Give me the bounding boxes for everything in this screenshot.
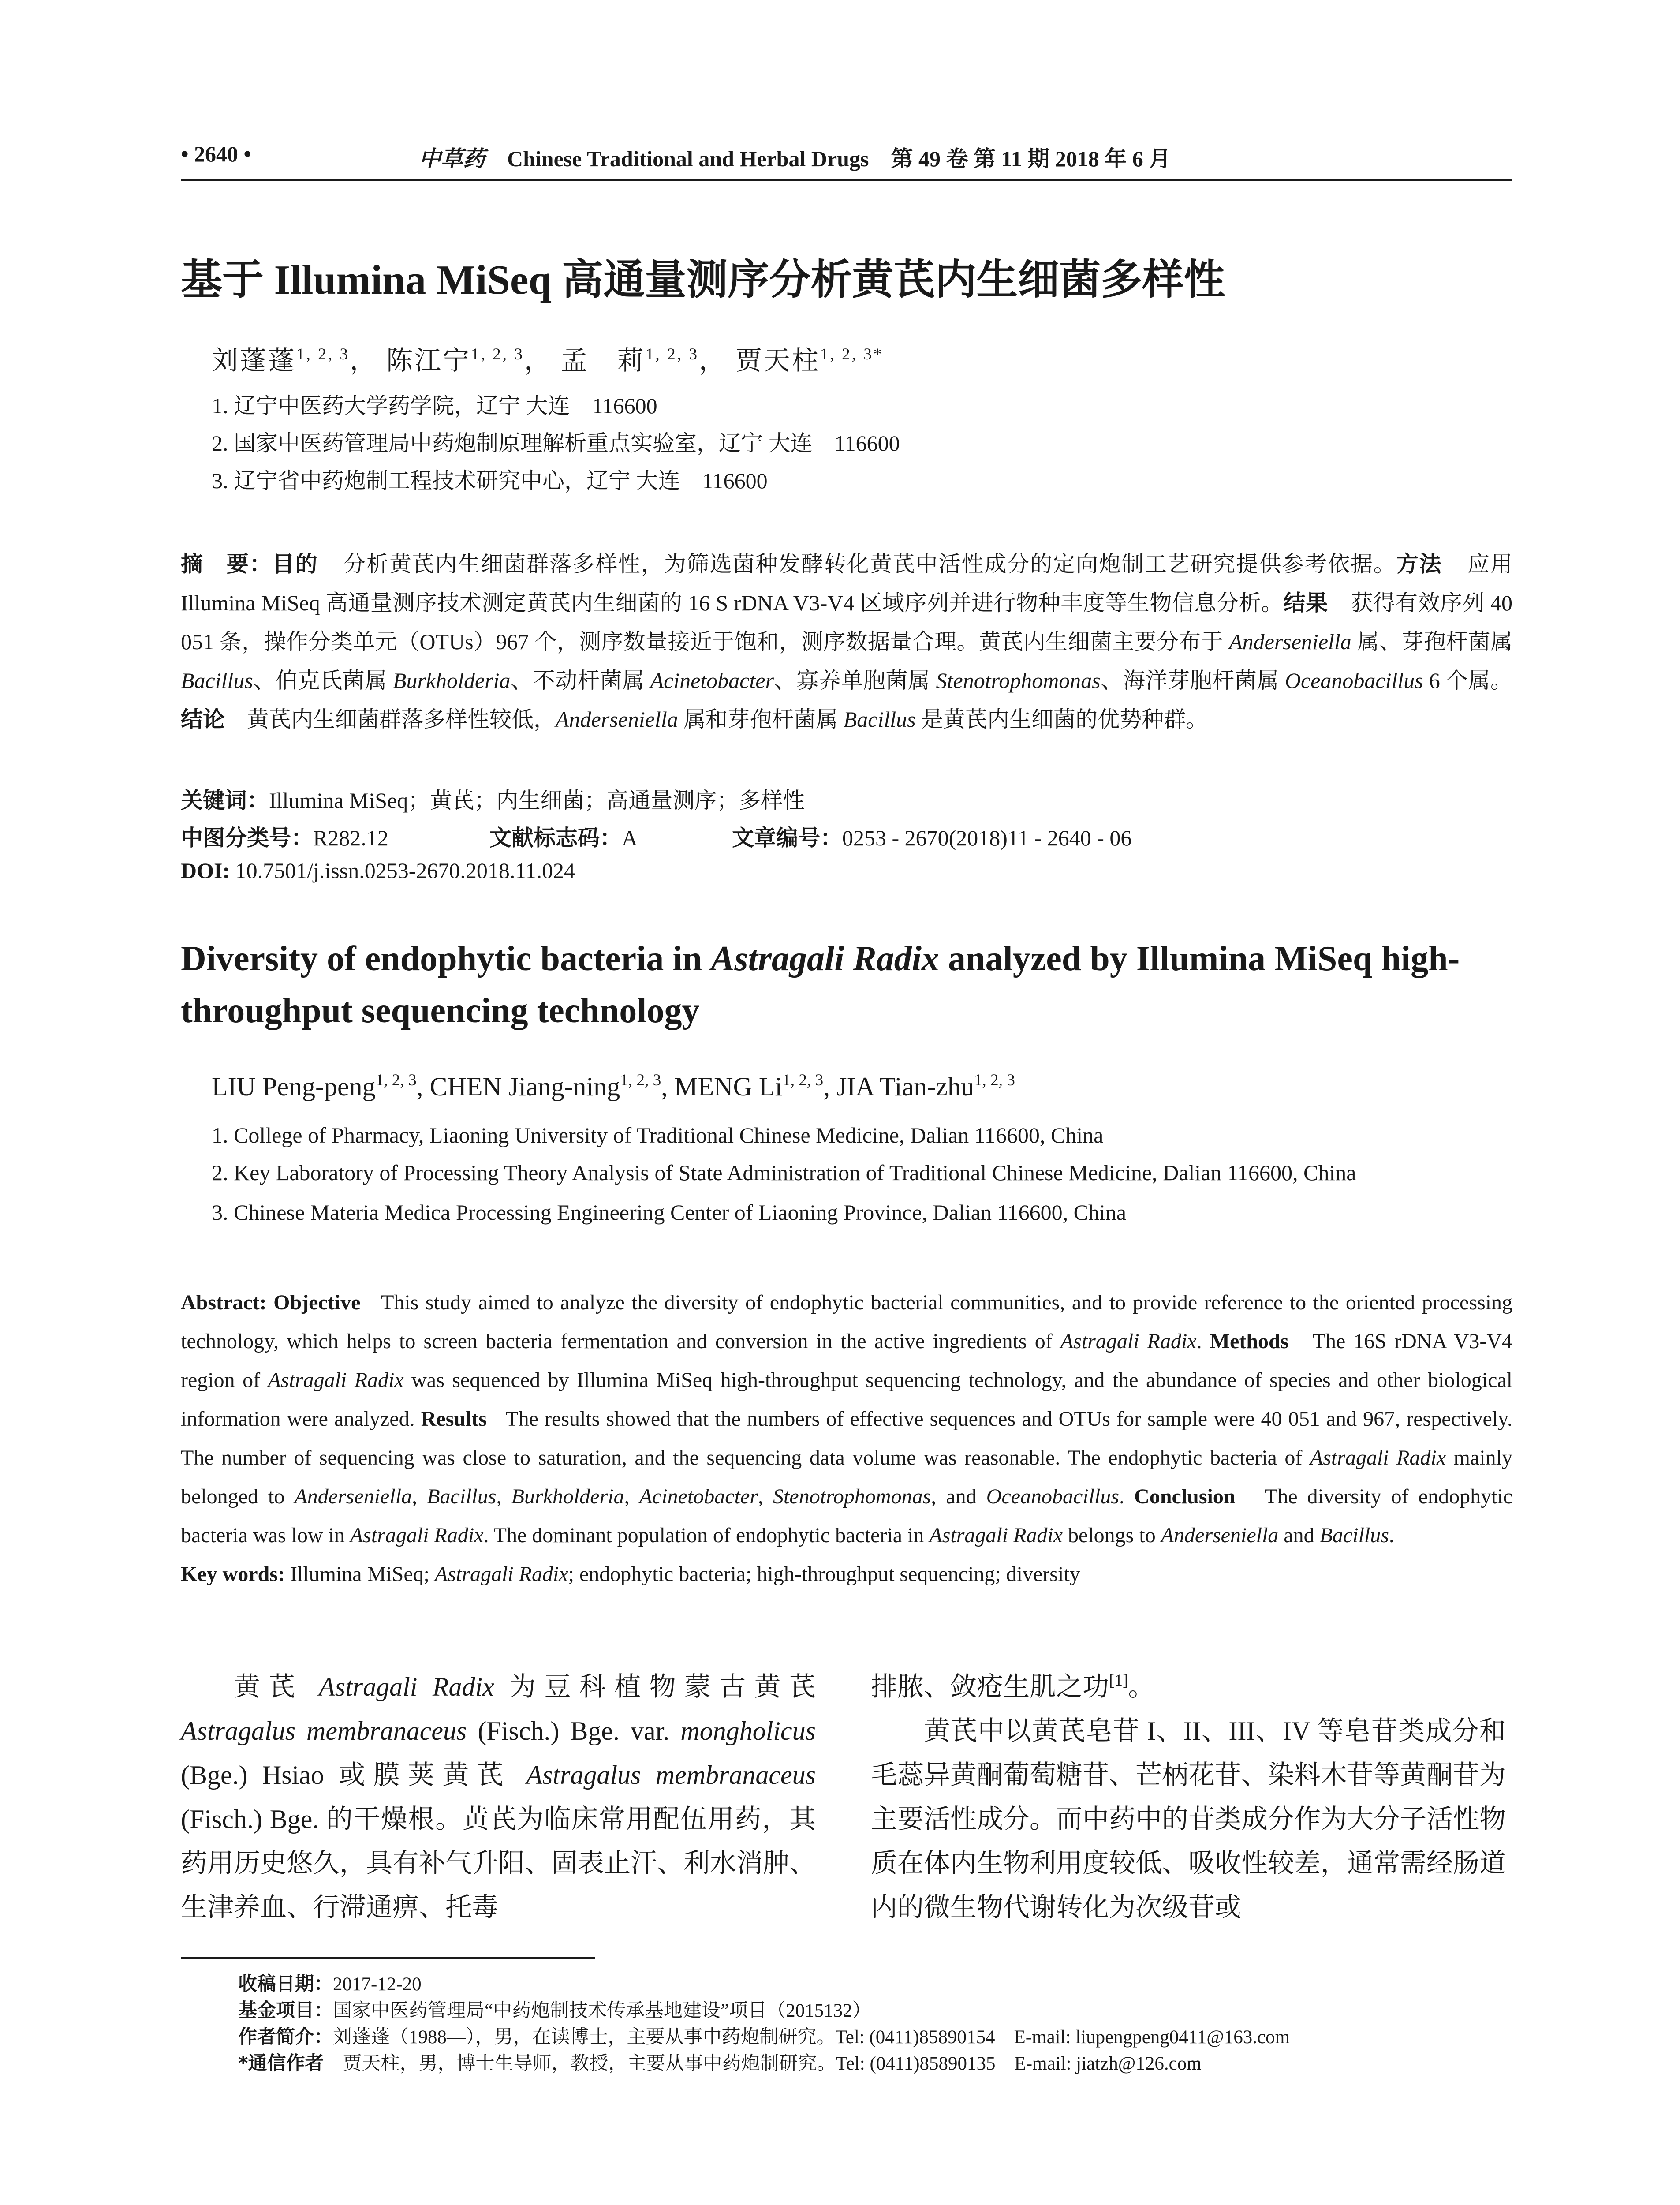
reference-marker[interactable]: [1] <box>1109 1671 1128 1689</box>
body-text: 为豆科植物蒙古黄芪 <box>494 1672 816 1701</box>
species-name: Astragali Radix <box>1060 1330 1197 1353</box>
author-sup: 1, 2, 3 <box>296 345 350 363</box>
footnote-text: 2017-12-20 <box>333 1974 422 1995</box>
journal-name-cn: 中草药 <box>419 146 485 172</box>
affiliation-cn: 3. 辽宁省中药炮制工程技术研究中心，辽宁 大连 116600 <box>212 468 768 493</box>
author-en: JIA Tian-zhu <box>836 1072 974 1101</box>
keywords-italic: Astragali Radix <box>434 1562 568 1586</box>
doc-label: 文献标志码： <box>489 825 622 851</box>
doi-value: 10.7501/j.issn.0253-2670.2018.11.024 <box>235 858 575 883</box>
objective-text: This study aimed to analyze the diversity of endophytic bacterial communities, and to provide reference to the oriented processing technology, which helps to screen bacteria fermentation and conversion in the active ingredients of <box>181 1291 1513 1353</box>
conclusion-label: Conclusion <box>1134 1485 1236 1508</box>
clc-label: 中图分类号： <box>181 825 313 851</box>
article-number <box>732 820 1131 852</box>
species-name: mongholicus <box>680 1716 816 1745</box>
conclusion-text: 是黄芪内生细菌的优势种群。 <box>915 707 1208 732</box>
body-column-left <box>181 1665 816 1929</box>
genus-name: Stenotrophomonas <box>773 1485 931 1508</box>
classification-line <box>181 820 388 852</box>
methods-label: 方法 <box>1396 551 1442 577</box>
genus-name: Acinetobacter <box>650 668 774 693</box>
keywords-text: Illumina MiSeq；黄芪；内生细菌；高通量测序；多样性 <box>269 788 805 813</box>
species-name: Astragalus membranaceus <box>181 1716 467 1745</box>
author-cn: 贾天柱 <box>735 346 820 375</box>
results-text: 获得有效序列 40 051 条，操作分类单元（OTUs）967 个，测序数量接近于饱和，测序数据量合理。黄芪内生细菌主要分布于 <box>181 590 1513 654</box>
art-label: 文章编号： <box>732 825 842 851</box>
species-name: Astragali Radix <box>268 1368 404 1392</box>
title-italic: Astragali Radix <box>711 939 939 978</box>
body-text: (Fisch.) Bge. 的干燥根。黄芪为临床常用配伍用药，其药用历史悠久，具有补气升阳、固表止汗、利水消肿、生津养血、行滞通痹、托毒 <box>181 1805 816 1922</box>
objective-label: 目的 <box>272 551 318 577</box>
conclusion-text: 属和芽孢杆菌属 <box>678 707 844 732</box>
author-cn: 陈江宁 <box>386 346 471 375</box>
genus-name: Burkholderia <box>511 1485 624 1508</box>
footnote-label: *通信作者 <box>238 2052 324 2074</box>
methods-text: was sequenced by Illumina MiSeq high-throughput sequencing technology, and the abundance of species and other biological information were analyzed. <box>181 1368 1513 1431</box>
body-paragraph <box>871 1709 1506 1929</box>
affiliation-en: 1. College of Pharmacy, Liaoning University of Traditional Chinese Medicine, Dalian 116600, China <box>212 1123 1104 1147</box>
genus-name: Bacillus <box>1319 1524 1389 1547</box>
body-text: 黄芪中以黄芪皂苷 I、II、III、IV 等皂苷类成分和毛蕊异黄酮葡萄糖苷、芒柄花苷、染料木苷等黄酮苷为主要活性成分。而中药中的苷类成分作为大分子活性物质在体内生物利用度较低、吸收性较差，通常需经肠道内的微生物代谢转化为次级苷或 <box>871 1716 1506 1922</box>
genus-name: Oceanobacillus <box>986 1485 1120 1508</box>
species-name: Astragali Radix <box>1310 1446 1446 1469</box>
affiliation-cn: 1. 辽宁中医药大学药学院，辽宁 大连 116600 <box>212 393 657 418</box>
genus-name: Burkholderia <box>392 668 511 693</box>
body-text: (Fisch.) Bge. var. <box>467 1716 681 1745</box>
author-sup: 1, 2, 3 <box>974 1071 1015 1089</box>
genus-name: Anderseniella <box>1161 1524 1279 1547</box>
affiliation-en: 3. Chinese Materia Medica Processing Engineering Center of Liaoning Province, Dalian 116600, China <box>212 1200 1127 1225</box>
author-cn: 孟 莉 <box>560 346 646 375</box>
keywords-en <box>181 1555 1512 1594</box>
genus-name: Oceanobacillus <box>1284 668 1423 693</box>
title-text: analyzed by Illumina MiSeq high-throughput sequencing technology <box>181 939 1460 1030</box>
footnote-text: 贾天柱，男，博士生导师，教授，主要从事中药炮制研究。Tel: (0411)85890135 E-mail: jiatzh@126.com <box>324 2053 1202 2074</box>
clc-value: R282.12 <box>313 826 388 850</box>
chinese-authors: 刘蓬蓬$^{1, 2, 3}$， 陈江宁$^{1, 2, 3}$， 孟 莉$^{1, 2, 3}$， 贾天柱$^{1, 2, 3*}$ <box>212 345 884 375</box>
title-text: Diversity of endophytic bacteria in <box>181 939 711 978</box>
methods-text: The 16S rDNA V3-V4 region of <box>181 1330 1513 1392</box>
author-sup: 1, 2, 3 <box>470 345 524 363</box>
results-text: 、寡养单胞菌属 <box>774 668 936 693</box>
abstract-label: 摘 要： <box>181 551 273 577</box>
conclusion-text: belongs to <box>1063 1524 1161 1547</box>
affiliation-en: 2. Key Laboratory of Processing Theory Analysis of State Administration of Traditional Chinese Medicine, Dalian 116600, China <box>212 1160 1356 1185</box>
journal-header <box>419 141 1171 173</box>
chinese-title: 基于 Illumina MiSeq 高通量测序分析黄芪内生细菌多样性 <box>181 257 1225 303</box>
footnote-label: 作者简介： <box>238 2026 333 2048</box>
results-label: Results <box>421 1407 487 1431</box>
author-sup: 1, 2, 3 <box>782 1071 824 1089</box>
doi-line <box>181 858 575 883</box>
genus-name: Acinetobacter <box>639 1485 758 1508</box>
page-number: • 2640 • <box>181 142 252 166</box>
conclusion-text: The dominant population of endophytic bacteria in <box>489 1524 930 1547</box>
affiliation-cn: 2. 国家中医药管理局中药炮制原理解析重点实验室，辽宁 大连 116600 <box>212 431 900 456</box>
english-abstract: Abstract: Objective This study aimed to analyze the diversity of endophytic bacterial communities, and to provide reference to the oriented processing technology, which helps to screen bacteria fermentation and conversion in the active ingredients of Astragali Radix. Methods The 16S rDNA V3-V4 region of Astragali Radix was sequenced by Illumina MiSeq high-throughput sequencing technology, and the abundance of species and other biological information were analyzed. Results The results showed that the numbers of effective sequences and OTUs for sample were 40 051 and 967, respectively. The number of sequencing was close to saturation, and the sequencing data volume was reasonable. The endophytic bacteria of Astragali Radix mainly belonged to Anderseniella, Bacillus, Burkholderia, Acinetobacter, Stenotrophomonas, and Oceanobacillus. Conclusion The diversity of endophytic bacteria was low in Astragali Radix. The dominant population of endophytic bacteria in Astragali Radix belongs to Anderseniella and Bacillus. Key words: Illumina MiSeq; Astragali Radix; endophytic bacteria; high-throughput sequencing; diversity <box>181 1283 1512 1594</box>
keywords-cn <box>181 783 805 815</box>
genus-name: Anderseniella <box>556 707 678 732</box>
english-title <box>181 933 1512 1037</box>
results-text: 、海洋芽胞杆菌属 <box>1100 668 1285 693</box>
species-name: Astragali Radix <box>319 1672 494 1701</box>
genus-name: Bacillus <box>181 668 253 693</box>
results-text: mainly belonged to <box>181 1446 1512 1508</box>
species-name: Astragali Radix <box>929 1524 1063 1547</box>
conclusion-label: 结论 <box>181 706 225 732</box>
art-value: 0253 - 2670(2018)11 - 2640 - 06 <box>842 826 1132 850</box>
document-code <box>489 820 638 852</box>
results-text: 6 个属。 <box>1423 668 1513 693</box>
species-name: Astragalus membranaceus <box>526 1760 816 1790</box>
footnote-received <box>238 1969 422 1996</box>
keywords-label: Key words: <box>181 1562 285 1586</box>
body-text: 。 <box>1128 1672 1155 1701</box>
keywords-label: 关键词： <box>181 788 269 813</box>
conclusion-text: 黄芪内生细菌群落多样性较低， <box>247 707 556 732</box>
author-sup: 1, 2, 3* <box>820 345 884 363</box>
author-en: CHEN Jiang-ning <box>429 1072 620 1101</box>
genus-name: Bacillus <box>843 707 916 732</box>
genus-name: Anderseniella <box>1229 629 1351 654</box>
author-sup: 1, 2, 3 <box>375 1071 417 1089</box>
results-text: The results showed that the numbers of effective sequences and OTUs for sample were 40 051 and 967, respectively. The number of sequencing was close to saturation, and the sequencing data volume was reasonable. The endophytic bacteria of <box>181 1407 1512 1469</box>
author-en: LIU Peng-peng <box>212 1072 376 1101</box>
body-text: (Bge.) Hsiao 或膜荚黄芪 <box>181 1760 526 1790</box>
methods-label: Methods <box>1210 1330 1289 1353</box>
footnote-text: 国家中医药管理局“中药炮制技术传承基地建设”项目（2015132） <box>333 2000 871 2021</box>
author-en: MENG Li <box>674 1072 783 1101</box>
body-column-right <box>871 1665 1506 1929</box>
author-sup: 1, 2, 3 <box>645 345 699 363</box>
english-authors: LIU Peng-peng$^{1, 2, 3}$, CHEN Jiang-ning$^{1, 2, 3}$, MENG Li$^{1, 2, 3}$, JIA Tian-zhu$^{1, 2, 3}$ <box>212 1071 1015 1101</box>
doc-value: A <box>622 826 638 850</box>
issue-info: 第 49 卷 第 11 期 2018 年 6 月 <box>891 146 1171 171</box>
methods-text: 应用 Illumina MiSeq 高通量测序技术测定黄芪内生细菌的 16 S rDNA V3-V4 区域序列并进行物种丰度等生物信息分析。 <box>181 552 1513 615</box>
genus-name: Anderseniella <box>294 1485 412 1508</box>
keywords-text: Illumina MiSeq; <box>290 1562 435 1586</box>
header-rule <box>181 179 1512 181</box>
results-text: 属、芽孢杆菌属 <box>1351 629 1512 654</box>
genus-name: Bacillus <box>427 1485 497 1508</box>
footnote-author-bio <box>238 2022 1290 2049</box>
keywords-text: ; endophytic bacteria; high-throughput sequencing; diversity <box>568 1562 1080 1586</box>
genus-name: Stenotrophomonas <box>936 668 1101 693</box>
conclusion-text: The diversity of endophytic bacteria was low in <box>181 1485 1513 1547</box>
results-text: 、不动杆菌属 <box>510 668 650 693</box>
body-text: 排脓、敛疮生肌之功 <box>871 1672 1109 1701</box>
footnote-funding <box>238 1996 871 2022</box>
footnote-label: 基金项目： <box>238 1999 333 2022</box>
abstract-label: Abstract: Objective <box>181 1291 361 1314</box>
footnote-rule <box>181 1957 595 1959</box>
footnote-text: 刘蓬蓬（1988—），男，在读博士，主要从事中药炮制研究。Tel: (0411)85890154 E-mail: liupengpeng0411@163.com <box>333 2027 1290 2048</box>
author-cn: 刘蓬蓬 <box>212 346 296 375</box>
journal-name-en: Chinese Traditional and Herbal Drugs <box>507 146 869 171</box>
footnote-corresponding <box>238 2048 1202 2075</box>
results-label: 结果 <box>1283 590 1328 616</box>
body-paragraph <box>871 1665 1506 1709</box>
results-text: 、伯克氏菌属 <box>253 668 393 693</box>
doi-label: DOI: <box>181 858 230 883</box>
species-name: Astragali Radix <box>350 1524 484 1547</box>
objective-text: 分析黄芪内生细菌群落多样性，为筛选菌种发酵转化黄芪中活性成分的定向炮制工艺研究提供参考依据。 <box>343 552 1396 576</box>
chinese-abstract <box>181 545 1512 739</box>
author-sup: 1, 2, 3 <box>620 1071 661 1089</box>
footnote-label: 收稿日期： <box>238 1973 333 1995</box>
body-text: 黄芪 <box>234 1672 319 1701</box>
